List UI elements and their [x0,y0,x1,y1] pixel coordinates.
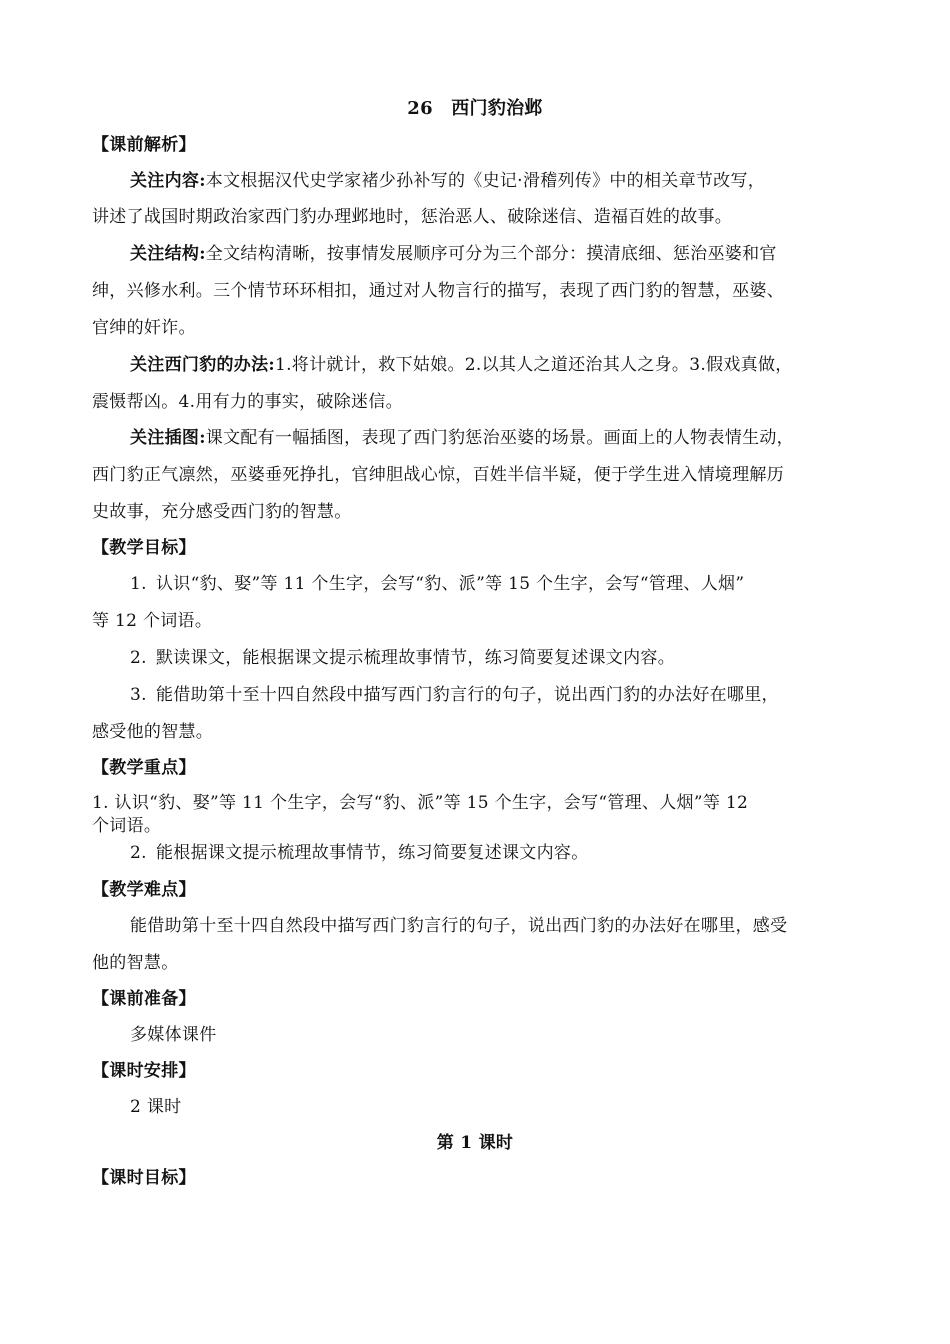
section-heading-pre-analysis: 【课前解析】 [92,135,196,155]
method-text: 1.将计就计，救下姑娘。2.以其人之道还治其人之身。3.假戏真做， [274,355,793,375]
section-heading-difficulties: 【教学难点】 [92,880,196,900]
content-paragraph-line [130,169,872,193]
preparation-text: 多媒体课件 [130,1025,217,1045]
goal-item-3-continued: 感受他的智慧。 [92,722,214,742]
goal-item-text: 认识“豹、娶”等 11 个生字，会写“豹、派”等 15 个生字，会写“管理、人烟” [156,574,745,594]
goal-item-number: 3. [130,685,147,705]
schedule-text: 2 课时 [130,1097,182,1117]
content-paragraph-line: 讲述了战国时期政治家西门豹办理邺地时，惩治恶人、破除迷信、造福百姓的故事。 [92,207,733,227]
key-point-item-1-continued: 个词语。 [92,816,162,836]
method-label: 关注西门豹的办法: [130,355,275,375]
goal-item-number: 2. [130,648,147,668]
structure-paragraph-line: 官绅的奸诈。 [92,318,196,338]
difficulty-text-line: 能借助第十至十四自然段中描写西门豹言行的句子，说出西门豹的办法好在哪里，感受 [130,916,788,936]
difficulty-text-line: 他的智慧。 [92,953,179,973]
illustration-text: 课文配有一幅插图，表现了西门豹惩治巫婆的场景。画面上的人物表情生动， [205,428,794,448]
goal-item-number: 1. [130,574,147,594]
structure-text: 全文结构清晰，按事情发展顺序可分为三个部分：摸清底细、惩治巫婆和官 [205,244,777,264]
key-point-number: 2. [130,843,147,863]
structure-label: 关注结构: [130,244,206,264]
goal-item-1-continued: 等 12 个词语。 [92,611,213,631]
section-heading-goals: 【教学目标】 [92,538,196,558]
key-point-text: 能根据课文提示梳理故事情节，练习简要复述课文内容。 [156,843,589,863]
content-text: 本文根据汉代史学家褚少孙补写的《史记·滑稽列传》中的相关章节改写， [205,171,766,191]
illustration-paragraph-line: 史故事，充分感受西门豹的智慧。 [92,502,352,522]
illustration-paragraph-line [130,426,872,450]
method-paragraph-line: 震慑帮凶。4.用有力的事实，破除迷信。 [92,392,403,412]
section-heading-key-points: 【教学重点】 [92,758,196,778]
goal-item-text: 能借助第十至十四自然段中描写西门豹言行的句子，说出西门豹的办法好在哪里， [156,685,779,705]
illustration-label: 关注插图: [130,428,206,448]
section-heading-schedule: 【课时安排】 [92,1061,196,1081]
section-heading-lesson-goals: 【课时目标】 [92,1168,196,1188]
goal-item-1 [130,572,872,596]
method-paragraph-line [130,353,872,377]
structure-paragraph-line: 绅，兴修水利。三个情节环环相扣，通过对人物言行的描写，表现了西门豹的智慧，巫婆、 [92,281,784,301]
goal-item-text: 默读课文，能根据课文提示梳理故事情节，练习简要复述课文内容。 [156,648,675,668]
key-point-item-2 [130,841,872,865]
section-heading-preparation: 【课前准备】 [92,989,196,1009]
illustration-paragraph-line: 西门豹正气凛然，巫婆垂死挣扎，官绅胆战心惊，百姓半信半疑，便于学生进入情境理解历 [92,465,784,485]
goal-item-2 [130,646,872,670]
lesson-title: 第 1 课时 [436,1133,514,1153]
goal-item-3 [130,683,872,707]
page-title: 26 西门豹治邺 [407,98,543,119]
structure-paragraph-line [130,242,872,266]
content-label: 关注内容: [130,171,206,191]
key-point-item-1: 1. 认识“豹、娶”等 11 个生字，会写“豹、派”等 15 个生字，会写“管理、人烟”等 12 [92,793,749,813]
